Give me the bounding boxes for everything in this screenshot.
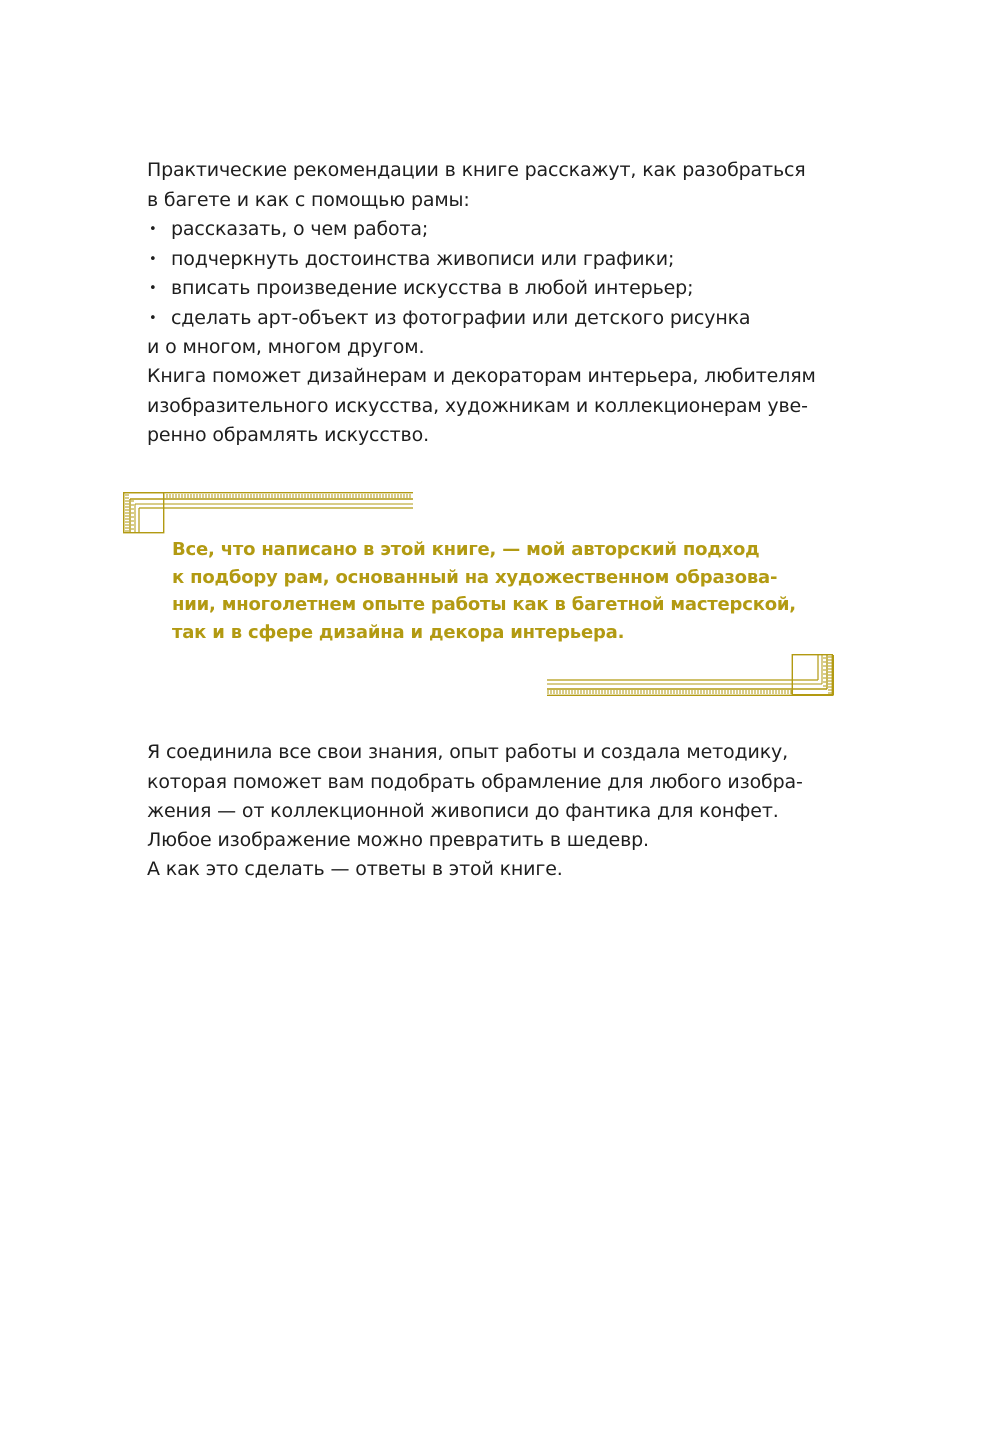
quote-line-3: нии, многолетнем опыте работы как в багетной мастерской, — [172, 594, 796, 615]
list-item-text: подчеркнуть достоинства живописи или графики; — [171, 247, 675, 270]
list-item-text: сделать арт-объект из фотографии или детского рисунка — [171, 306, 751, 329]
list-item-text: рассказать, о чем работа; — [171, 218, 429, 240]
intro-line-1: Практические рекомендации в книге расскажут, как разобраться — [147, 159, 806, 181]
audience-line-1: Книга поможет дизайнерам и декораторам интерьера, любителям — [147, 365, 816, 387]
closing-line-2: А как это сделать — ответы в этой книге. — [147, 858, 563, 880]
audience-line-2: изобразительного искусства, художникам и коллекционерам уве- — [147, 394, 808, 417]
frame-corner-top-left-icon — [123, 492, 415, 534]
list-item — [123, 215, 835, 245]
bullet-icon: • — [149, 251, 157, 267]
bullet-icon: • — [149, 222, 157, 237]
list-item — [123, 304, 835, 334]
list-item-text: вписать произведение искусства в любой интерьер; — [171, 277, 694, 299]
after-list-text: и о многом, многом другом. — [147, 336, 425, 358]
quote-line-1: Все, что написано в этой книге, — мой авторский подход — [172, 539, 760, 560]
frame-corner-bottom-right-icon — [546, 654, 834, 696]
method-line-1: Я соединила все свои знания, опыт работы и создала методику, — [147, 741, 788, 763]
method-line-2: которая поможет вам подобрать обрамление для любого изобра- — [147, 770, 803, 793]
closing-line-1: Любое изображение можно превратить в шедевр. — [147, 829, 649, 851]
audience-line-3: ренно обрамлять искусство. — [147, 424, 429, 446]
list-item — [123, 245, 835, 275]
audience-paragraph — [123, 362, 835, 451]
quote-line-4: так и в сфере дизайна и декора интерьера. — [172, 621, 625, 643]
recommendations-list — [123, 215, 835, 333]
method-line-3: жения — от коллекционной живописи до фантика для конфет. — [147, 800, 779, 822]
method-paragraph — [123, 738, 835, 827]
bullet-icon: • — [149, 281, 157, 296]
quote-block — [172, 536, 812, 646]
bullet-icon: • — [149, 310, 157, 326]
quote-line-2: к подбору рам, основанный на художественном образова- — [172, 566, 778, 588]
list-item — [123, 274, 835, 304]
intro-paragraph — [123, 156, 835, 215]
intro-line-2: в багете и как с помощью рамы: — [147, 188, 470, 211]
